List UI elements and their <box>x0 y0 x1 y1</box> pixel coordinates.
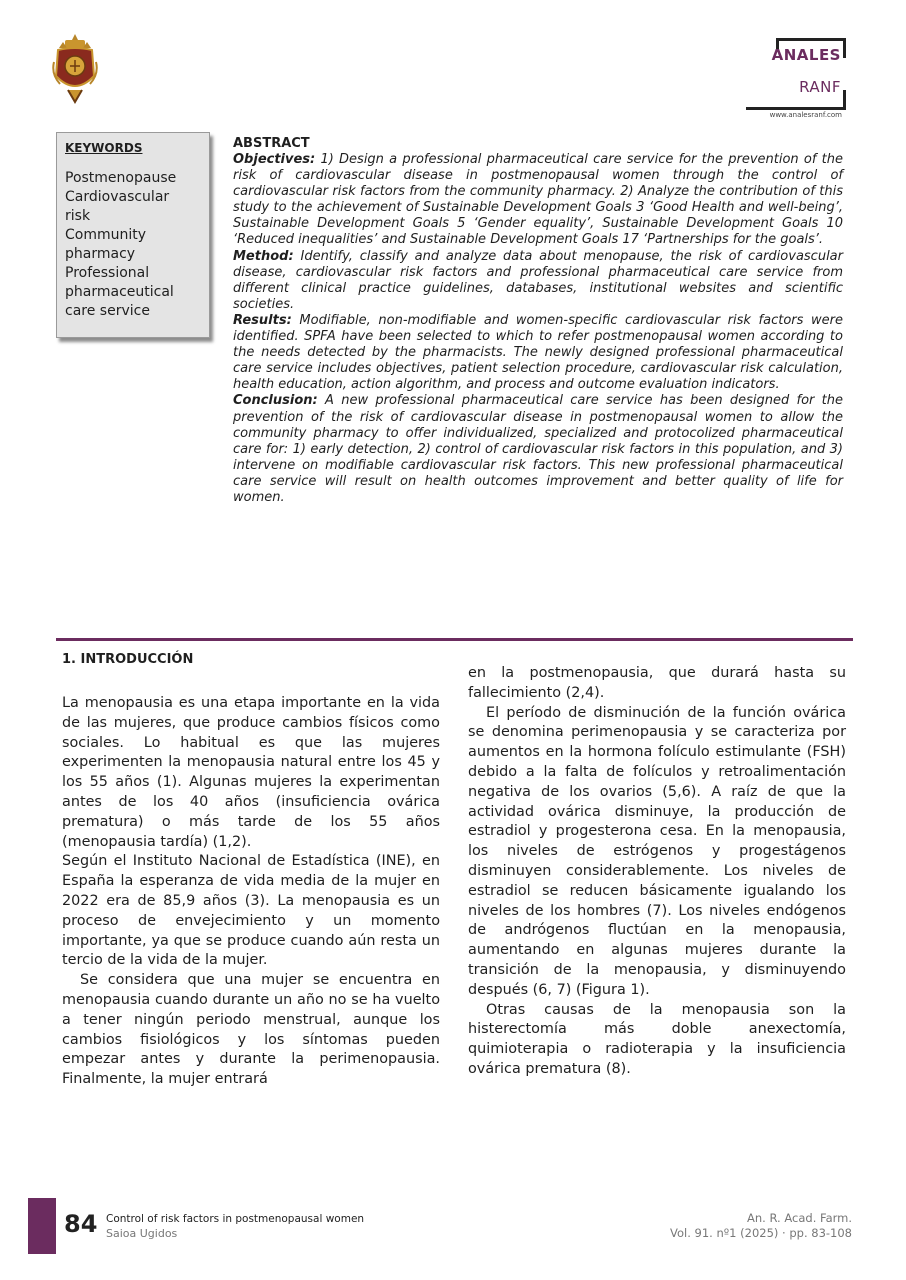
abstract-conclusion <box>233 393 843 506</box>
website-link[interactable]: www.analesranf.com <box>769 111 842 119</box>
keyword-item: care service <box>65 303 150 319</box>
body-paragraph: Otras causas de la menopausia son la histerectomía más doble anexectomía, quimioterapia o radioterapia y la insuficiencia ovárica prematura (8). <box>468 1001 846 1077</box>
keyword-item: Cardiovascular <box>65 189 170 205</box>
journal-volume: Vol. 91. nº1 (2025) · pp. 83-108 <box>670 1226 852 1240</box>
results-text: Modifiable, non-modifiable and women-specific cardiovascular risk factors were identified. SPFA have been selected to which to refer postmenopausal women according to the needs detected by the pharmacists. The newly designed professional pharmaceutical care service includes objectives, patient selection procedure, cardiovascular risk calculation, health education, action algorithm, and process and outcome evaluation indicators. <box>233 312 843 393</box>
conclusion-label: Conclusion: <box>233 393 318 409</box>
method-text: Identify, classify and analyze data about menopause, the risk of cardiovascular disease, cardiovascular risk factors and professional pharmaceutical care service from different clinical practice guidelines, databases, institutional websites and scientific societies. <box>233 248 843 312</box>
body-column-right <box>468 664 846 1080</box>
keyword-item: Postmenopause <box>65 170 177 186</box>
running-title: Control of risk factors in postmenopausal women <box>106 1213 365 1225</box>
page-number: 84 <box>64 1210 98 1238</box>
body-column-left <box>62 652 440 1090</box>
keywords-title: KEYWORDS <box>65 141 143 155</box>
journal-citation <box>670 1211 852 1241</box>
running-author: Saioa Ugidos <box>106 1227 178 1240</box>
body-paragraph: Se considera que una mujer se encuentra en menopausia cuando durante un año no se ha vuelto a tener ningún periodo menstrual, aunque los cambios fisiológicos y los síntomas pueden empezar antes y durante la perimenopausia. Finalmente, la mujer entrará <box>62 972 440 1088</box>
logo-ranf-text: RANF <box>799 78 841 96</box>
royal-academy-crest-icon <box>50 32 100 104</box>
journal-name: An. R. Acad. Farm. <box>747 1211 852 1225</box>
abstract-section <box>233 136 843 506</box>
body-paragraph: Según el Instituto Nacional de Estadística (INE), en España la esperanza de vida media de la mujer en 2022 era de 85,9 años (3). La menopausia es un proceso de envejecimiento y un momento importante, ya que se produce cuando aún resta un tercio de la vida de la mujer. <box>62 853 440 969</box>
body-paragraph: El período de disminución de la función ovárica se denomina perimenopausia y se caracteriza por aumentos en la hormona folículo estimulante (FSH) debido a la falta de folículos y retroalimentación negativa de los ovarios (5,6). A raíz de que la actividad ovárica disminuye, la producción de estradiol y progesterona cesa. En la menopausia, los niveles de estrógenos y progestágenos disminuyen considerablemente. Los niveles de estradiol se reducen básicamente igualando los niveles de los hombres (7). Los niveles endógenos de andrógenos fluctúan en la menopausia, aumentando en algunas mujeres durante la transición de la menopausia, y disminuyendo después (6, 7) (Figura 1). <box>468 704 846 998</box>
keywords-box <box>56 132 210 338</box>
method-label: Method: <box>233 248 294 264</box>
abstract-method <box>233 249 843 313</box>
abstract-title: ABSTRACT <box>233 136 310 151</box>
conclusion-text: A new professional pharmaceutical care service has been designed for the prevention of the risk of cardiovascular disease in postmenopausal women to allow the community pharmacy to offer individualized, specialized and protocolized pharmaceutical care for: 1) early detection, 2) control of cardiovascular risk factors in this population, and 3) intervene on modifiable cardiovascular risk factors. This new professional pharmaceutical care service will result on health outcomes improvement and better quality of life for women. <box>233 393 844 505</box>
section-title: 1. INTRODUCCIÓN <box>62 652 194 667</box>
objectives-text: 1) Design a professional pharmaceutical care service for the prevention of the risk of cardiovascular disease in postmenopausal women through the control of cardiovascular risk factors from the community pharmacy. 2) Analyze the contribution of this study to the achievement of Sustainable Development Goals 3 ‘Good Health and well-being’, Sustainable Development Goals 5 ‘Gender equality’, Sustainable Development Goals 10 ‘Reduced inequalities’ and Sustainable Development Goals 17 ‘Partnerships for the goals’. <box>233 152 843 248</box>
abstract-objectives <box>233 152 843 249</box>
section-divider <box>56 638 853 641</box>
abstract-results <box>233 313 843 393</box>
keyword-item: risk <box>65 208 91 224</box>
body-paragraph: en la postmenopausia, que durará hasta su fallecimiento (2,4). <box>468 665 846 701</box>
keyword-item: pharmaceutical <box>65 284 174 300</box>
footer-accent-bar <box>28 1198 56 1254</box>
logo-anales-text: ANALES <box>771 46 841 64</box>
objectives-label: Objectives: <box>233 152 316 167</box>
body-paragraph: La menopausia es una etapa importante en la vida de las mujeres, que produce cambios físicos como sociales. Lo habitual es que las mujeres experimenten la menopausia natural entre los 45 y los 55 años (1). Algunas mujeres la experimentan antes de los 40 años (insuficiencia ovárica prematura) o más tarde de los 55 años (menopausia tardía) (1,2). <box>62 695 440 850</box>
results-label: Results: <box>233 312 292 328</box>
keyword-item: Community <box>65 227 147 243</box>
keyword-item: Professional <box>65 265 150 281</box>
keyword-item: pharmacy <box>65 246 136 262</box>
journal-logo <box>742 36 852 118</box>
